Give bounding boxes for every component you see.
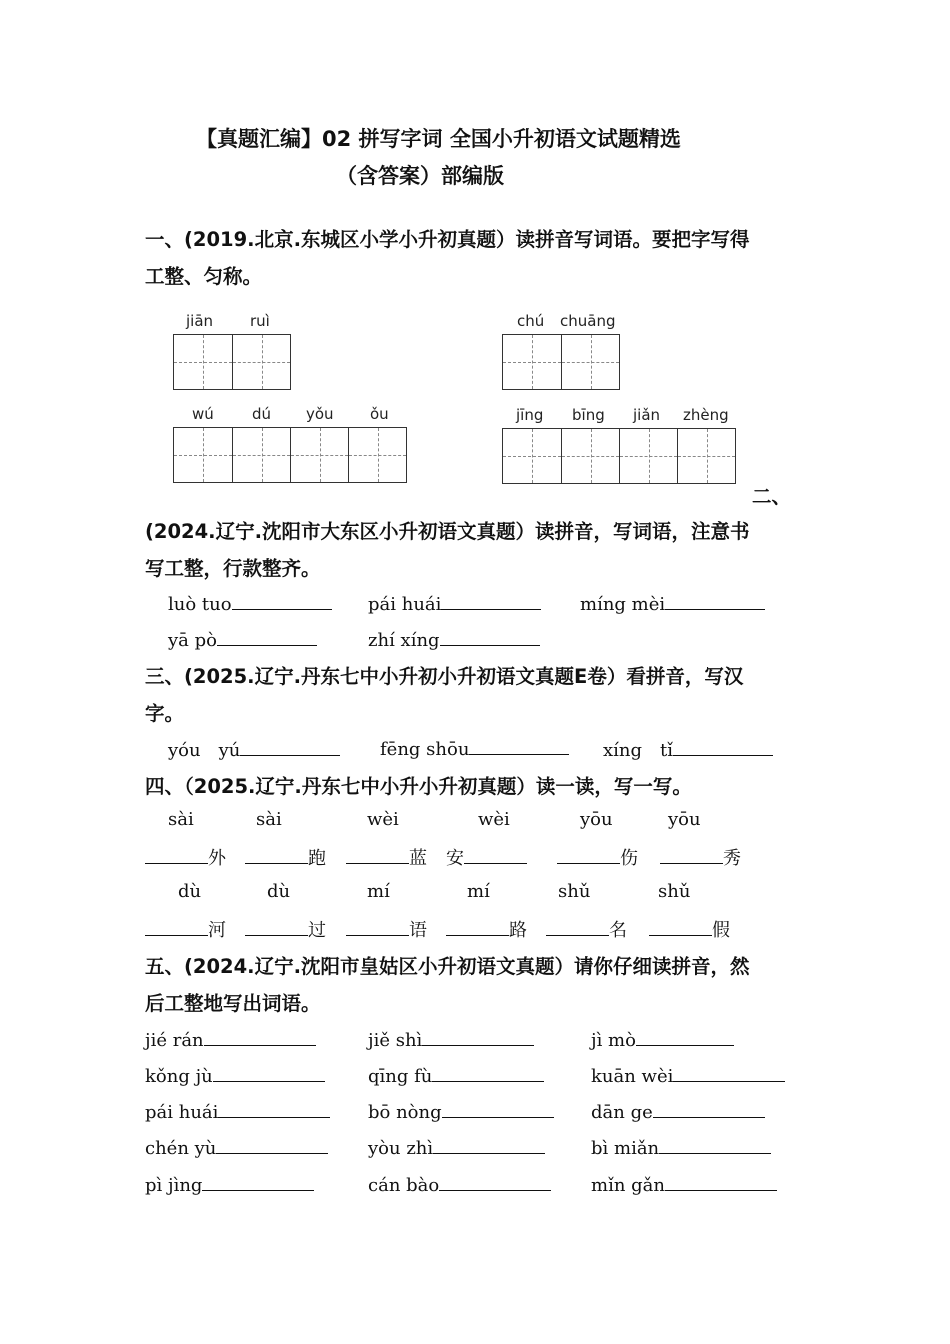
q1-writing-grid[interactable] xyxy=(173,334,291,390)
q1-pinyin: ǒu xyxy=(370,405,389,423)
q5-item xyxy=(368,1172,551,1196)
char: 蓝 xyxy=(409,848,427,869)
q1-writing-grid[interactable] xyxy=(502,334,620,390)
pinyin: zhí xíng xyxy=(368,630,440,651)
q5-item xyxy=(368,1027,534,1051)
q4-pinyin: sài xyxy=(256,809,282,830)
q1-pinyin: yǒu xyxy=(306,405,334,423)
q1-pinyin: zhèng xyxy=(683,406,729,424)
q1-pinyin: wú xyxy=(192,405,214,423)
answer-blank[interactable] xyxy=(202,1172,314,1191)
q2-item xyxy=(168,627,317,651)
grid-cell[interactable] xyxy=(348,428,406,482)
answer-blank[interactable] xyxy=(665,1172,777,1191)
grid-cell[interactable] xyxy=(174,335,232,389)
answer-blank[interactable] xyxy=(245,845,308,864)
q1-pinyin: dú xyxy=(252,405,272,423)
char: 伤 xyxy=(620,848,638,869)
q2-item xyxy=(368,627,540,651)
pinyin: qīng fù xyxy=(368,1066,433,1087)
pinyin: pì jìng xyxy=(145,1175,203,1196)
pinyin: cán bào xyxy=(368,1175,440,1196)
q3-item xyxy=(168,736,340,762)
grid-cell[interactable] xyxy=(561,335,619,389)
q4-pinyin: wèi xyxy=(478,809,510,830)
answer-blank[interactable] xyxy=(422,1027,534,1046)
q5-item xyxy=(591,1063,785,1087)
q4-pinyin: yōu xyxy=(580,809,613,830)
q1-pinyin: jiǎn xyxy=(633,406,661,424)
answer-blank[interactable] xyxy=(216,1135,328,1154)
q1-pinyin: jiān xyxy=(186,312,214,330)
answer-blank[interactable] xyxy=(217,627,317,646)
q4-word xyxy=(446,844,527,870)
grid-cell[interactable] xyxy=(677,429,735,483)
grid-cell[interactable] xyxy=(561,429,619,483)
grid-cell[interactable] xyxy=(290,428,348,482)
q4-pinyin: mí xyxy=(467,881,490,902)
grid-cell[interactable] xyxy=(503,429,561,483)
q3-item xyxy=(603,736,773,762)
q5-item xyxy=(145,1099,330,1123)
q4-pinyin: wèi xyxy=(367,809,399,830)
pinyin: kuān wèi xyxy=(591,1066,674,1087)
answer-blank[interactable] xyxy=(218,1099,330,1118)
pinyin: yā pò xyxy=(168,630,217,651)
char: 假 xyxy=(712,920,730,941)
answer-blank[interactable] xyxy=(145,845,208,864)
char: 安 xyxy=(446,848,464,869)
q1-pinyin: chuāng xyxy=(560,312,616,330)
answer-blank[interactable] xyxy=(659,1135,771,1154)
q4-word xyxy=(145,844,226,870)
q4-pinyin: mí xyxy=(367,881,390,902)
answer-blank[interactable] xyxy=(464,845,527,864)
answer-blank[interactable] xyxy=(673,1063,785,1082)
char: 过 xyxy=(308,920,326,941)
q1-writing-grid[interactable] xyxy=(173,427,407,483)
q1-heading-line2: 工整、匀称。 xyxy=(145,265,263,288)
pinyin: bì miǎn xyxy=(591,1138,660,1159)
grid-cell[interactable] xyxy=(619,429,677,483)
q5-item xyxy=(368,1063,544,1087)
q5-item xyxy=(591,1172,777,1196)
q4-pinyin: dù xyxy=(267,881,291,902)
answer-blank[interactable] xyxy=(204,1027,316,1046)
q5-item xyxy=(145,1135,328,1159)
answer-blank[interactable] xyxy=(145,917,208,936)
q4-word xyxy=(346,916,427,942)
q5-item xyxy=(145,1027,316,1051)
q4-pinyin: shǔ xyxy=(658,881,691,902)
pinyin: mǐn gǎn xyxy=(591,1175,665,1196)
pinyin: fēng shōu xyxy=(380,739,470,760)
q4-word xyxy=(346,844,427,870)
answer-blank[interactable] xyxy=(442,1099,554,1118)
q4-heading: 四、（2025.辽宁.丹东七中小升小升初真题）读一读，写一写。 xyxy=(145,775,692,798)
grid-cell[interactable] xyxy=(232,428,290,482)
q5-item xyxy=(591,1135,771,1159)
grid-cell[interactable] xyxy=(503,335,561,389)
answer-blank[interactable] xyxy=(346,845,409,864)
q4-pinyin: dù xyxy=(178,881,202,902)
q2-heading-line2: 写工整，行款整齐。 xyxy=(145,557,321,580)
char: 河 xyxy=(208,920,226,941)
answer-blank[interactable] xyxy=(439,1172,551,1191)
q5-item xyxy=(145,1172,314,1196)
q1-pinyin: jīng xyxy=(516,406,544,424)
pinyin: jiě shì xyxy=(368,1030,423,1051)
q4-word xyxy=(245,844,326,870)
answer-blank[interactable] xyxy=(245,917,308,936)
q3-heading-line1: 三、(2025.辽宁.丹东七中小升初小升初语文真题E卷）看拼音，写汉 xyxy=(145,665,744,688)
answer-blank[interactable] xyxy=(673,737,773,756)
answer-blank[interactable] xyxy=(240,737,340,756)
pinyin: bō nòng xyxy=(368,1102,442,1123)
pinyin: jì mò xyxy=(591,1030,636,1051)
answer-blank[interactable] xyxy=(441,591,541,610)
q1-heading-line1: 一、(2019.北京.东城区小学小升初真题）读拼音写词语。要把字写得 xyxy=(145,228,750,251)
q4-word xyxy=(649,916,730,942)
pinyin: yòu zhì xyxy=(368,1138,434,1159)
answer-blank[interactable] xyxy=(469,736,569,755)
answer-blank[interactable] xyxy=(446,917,509,936)
answer-blank[interactable] xyxy=(346,917,409,936)
q5-heading-line1: 五、(2024.辽宁.沈阳市皇姑区小升初语文真题）请你仔细读拼音，然 xyxy=(145,955,750,978)
answer-blank[interactable] xyxy=(649,917,712,936)
pinyin: yóu yú xyxy=(168,740,241,761)
page-title: 【真题汇编】02 拼写字词 全国小升初语文试题精选 xyxy=(196,127,681,151)
pinyin: dān ge xyxy=(591,1102,653,1123)
q2-heading-line1: (2024.辽宁.沈阳市大东区小升初语文真题）读拼音，写词语，注意书 xyxy=(145,520,750,543)
answer-blank[interactable] xyxy=(653,1099,765,1118)
q5-item xyxy=(145,1063,325,1087)
char: 名 xyxy=(609,920,627,941)
q4-pinyin: sài xyxy=(168,809,194,830)
q3-heading-line2: 字。 xyxy=(145,702,185,725)
pinyin: pái huái xyxy=(368,594,442,615)
q1-pinyin: chú xyxy=(517,312,545,330)
char: 跑 xyxy=(308,848,326,869)
q5-item xyxy=(591,1099,765,1123)
char: 外 xyxy=(208,848,226,869)
char: 语 xyxy=(409,920,427,941)
q1-pinyin: ruì xyxy=(250,312,270,330)
q1-pinyin: bīng xyxy=(572,406,605,424)
q3-item xyxy=(380,736,569,760)
pinyin: jié rán xyxy=(145,1030,204,1051)
answer-blank[interactable] xyxy=(433,1135,545,1154)
q2-item xyxy=(368,591,541,615)
q4-word xyxy=(557,844,638,870)
q1-writing-grid[interactable] xyxy=(502,428,736,484)
q5-item xyxy=(591,1027,734,1051)
q4-word xyxy=(245,916,326,942)
pinyin: kǒng jù xyxy=(145,1066,213,1087)
q2-item xyxy=(168,591,332,615)
answer-blank[interactable] xyxy=(432,1063,544,1082)
answer-blank[interactable] xyxy=(557,845,620,864)
grid-cell[interactable] xyxy=(232,335,290,389)
answer-blank[interactable] xyxy=(665,591,765,610)
pinyin: pái huái xyxy=(145,1102,219,1123)
q5-item xyxy=(368,1099,554,1123)
grid-cell[interactable] xyxy=(174,428,232,482)
q4-word xyxy=(145,916,226,942)
q2-number: 二、 xyxy=(752,485,792,508)
q4-word xyxy=(546,916,627,942)
answer-blank[interactable] xyxy=(213,1063,325,1082)
q4-pinyin: shǔ xyxy=(558,881,591,902)
char: 秀 xyxy=(723,848,741,869)
pinyin: míng mèi xyxy=(580,594,666,615)
answer-blank[interactable] xyxy=(660,845,723,864)
answer-blank[interactable] xyxy=(440,627,540,646)
answer-blank[interactable] xyxy=(546,917,609,936)
q4-pinyin: yōu xyxy=(668,809,701,830)
q5-heading-line2: 后工整地写出词语。 xyxy=(145,992,321,1015)
pinyin: luò tuo xyxy=(168,594,232,615)
q2-item xyxy=(580,591,765,615)
char: 路 xyxy=(509,920,527,941)
q5-item xyxy=(368,1135,545,1159)
answer-blank[interactable] xyxy=(232,591,332,610)
q4-word xyxy=(660,844,741,870)
q4-word xyxy=(446,916,527,942)
pinyin: chén yù xyxy=(145,1138,217,1159)
answer-blank[interactable] xyxy=(636,1027,734,1046)
pinyin: xíng tǐ xyxy=(603,740,674,761)
page-subtitle: （含答案）部编版 xyxy=(336,164,504,188)
